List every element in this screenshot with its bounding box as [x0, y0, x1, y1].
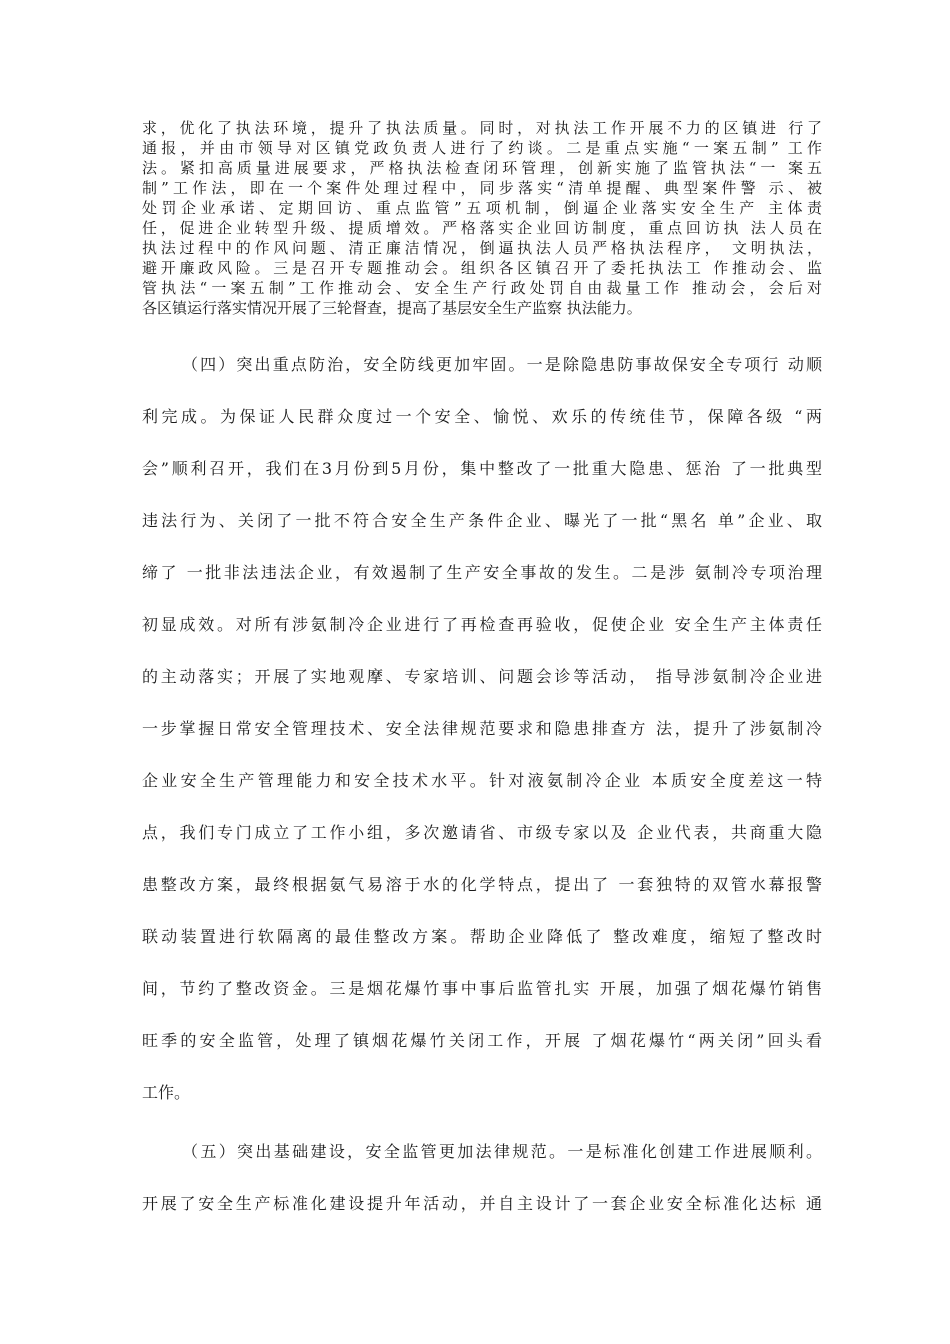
- text-line: 处罚企业承诺、定期回访、重点监管”五项机制，倒逼企业落实安全生产 主体责: [142, 199, 822, 217]
- text-line: 患整改方案，最终根据氨气易溶于水的化学特点，提出了 一套独特的双管水幕报警: [142, 875, 822, 894]
- text-line: 点，我们专门成立了工作小组，多次邀请省、市级专家以及 企业代表，共商重大隐: [142, 823, 822, 842]
- text-line: 避开廉政风险。三是召开专题推动会。组织各区镇召开了委托执法工 作推动会、监: [142, 259, 822, 277]
- text-line: 执法过程中的作风问题、清正廉洁情况，倒逼执法人员严格执法程序， 文明执法，: [142, 239, 822, 257]
- text-line: 通报，并由市领导对区镇党政负责人进行了约谈。二是重点实施“一案五制” 工作: [142, 139, 822, 157]
- text-line: 缔了 一批非法违法企业，有效遏制了生产安全事故的发生。二是涉 氨制冷专项治理: [142, 563, 822, 582]
- text-line: 各区镇运行落实情况开展了三轮督查，提高了基层安全生产监察 执法能力。: [142, 299, 642, 317]
- text-line: 利完成。为保证人民群众度过一个安全、愉悦、欢乐的传统佳节，保障各级 “两: [142, 407, 822, 426]
- text-line: 企业安全生产管理能力和安全技术水平。针对液氨制冷企业 本质安全度差这一特: [142, 771, 822, 790]
- text-line: 会”顺利召开，我们在3月份到5月份，集中整改了一批重大隐患、惩治 了一批典型: [142, 459, 822, 478]
- text-line: 法。紧扣高质量进展要求，严格执法检查闭环管理，创新实施了监管执法“一 案五: [142, 159, 822, 177]
- text-line: 违法行为、关闭了一批不符合安全生产条件企业、曝光了一批“黑名 单”企业、取: [142, 511, 822, 530]
- text-line: 间，节约了整改资金。三是烟花爆竹事中事后监管扎实 开展，加强了烟花爆竹销售: [142, 979, 822, 998]
- section-heading-line: （五）突出基础建设，安全监管更加法律规范。一是标准化创建工作进展顺利。: [182, 1142, 822, 1161]
- text-line: 初显成效。对所有涉氨制冷企业进行了再检查再验收，促使企业 安全生产主体责任: [142, 615, 822, 634]
- text-line: 一步掌握日常安全管理技术、安全法律规范要求和隐患排查方 法，提升了涉氨制冷: [142, 719, 822, 738]
- text-line: 的主动落实；开展了实地观摩、专家培训、问题会诊等活动， 指导涉氨制冷企业进: [142, 667, 822, 686]
- text-line: 求，优化了执法环境，提升了执法质量。同时，对执法工作开展不力的区镇进 行了: [142, 119, 822, 137]
- section-heading-line: （四）突出重点防治，安全防线更加牢固。一是除隐患防事故保安全专项行 动顺: [182, 355, 822, 374]
- text-line: 制”工作法，即在一个案件处理过程中，同步落实“清单提醒、典型案件警 示、被: [142, 179, 822, 197]
- text-line: 工作。: [142, 1083, 191, 1102]
- text-line: 任，促进企业转型升级、提质增效。严格落实企业回访制度，重点回访执 法人员在: [142, 219, 822, 237]
- text-line: 联动装置进行软隔离的最佳整改方案。帮助企业降低了 整改难度，缩短了整改时: [142, 927, 822, 946]
- text-line: 旺季的安全监管，处理了镇烟花爆竹关闭工作，开展 了烟花爆竹“两关闭”回头看: [142, 1031, 822, 1050]
- text-line: 开展了安全生产标准化建设提升年活动，并自主设计了一套企业安全标准化达标 通: [142, 1194, 822, 1213]
- text-line: 管执法“一案五制”工作推动会、安全生产行政处罚自由裁量工作 推动会，会后对: [142, 279, 822, 297]
